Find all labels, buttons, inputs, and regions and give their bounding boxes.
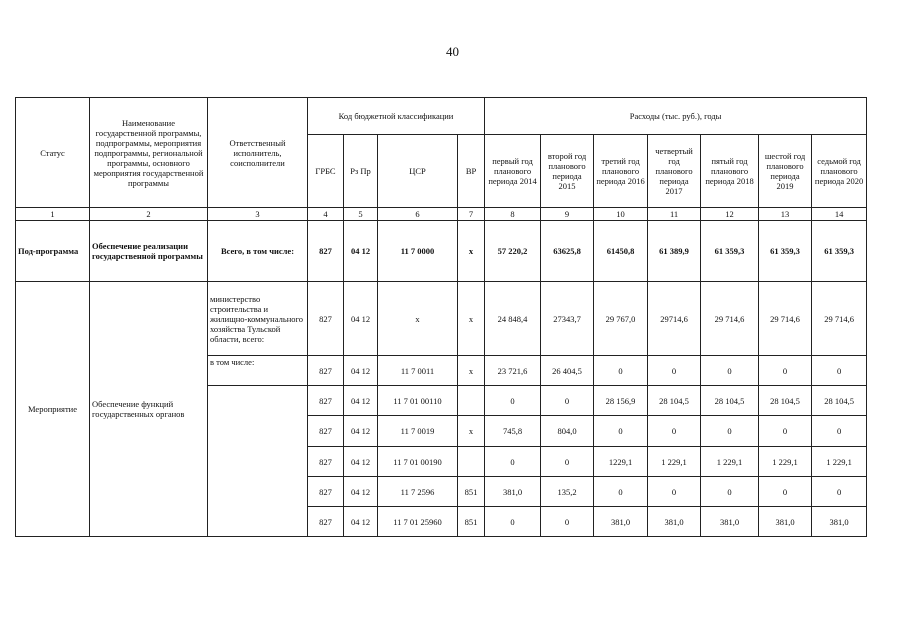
cell-2016: 29 767,0 — [594, 282, 648, 356]
cell-2018: 381,0 — [701, 507, 759, 537]
cell-2016: 381,0 — [594, 507, 648, 537]
cell-csr: 11 7 0011 — [378, 356, 458, 386]
col-number: 4 — [308, 208, 344, 221]
col-number: 1 — [16, 208, 90, 221]
col-number: 11 — [648, 208, 701, 221]
subprogram-responsible: Всего, в том числе: — [208, 221, 308, 282]
cell-csr: 11 7 01 00190 — [378, 447, 458, 477]
cell-vr: 851 — [458, 507, 485, 537]
cell-grbs: 827 — [308, 221, 344, 282]
cell-csr: 11 7 2596 — [378, 477, 458, 507]
cell-2018: 28 104,5 — [701, 386, 759, 416]
measure-status: Мероприятие — [16, 282, 90, 537]
cell-vr: 851 — [458, 477, 485, 507]
cell-rzpr: 04 12 — [344, 447, 378, 477]
header-year-2020: седьмой год планового периода 2020 — [812, 135, 867, 208]
cell-2014: 0 — [485, 507, 541, 537]
cell-2014: 23 721,6 — [485, 356, 541, 386]
cell-vr: х — [458, 356, 485, 386]
cell-2014: 381,0 — [485, 477, 541, 507]
header-expenses-group: Расходы (тыс. руб.), годы — [485, 98, 867, 135]
cell-csr: 11 7 0000 — [378, 221, 458, 282]
cell-2014: 24 848,4 — [485, 282, 541, 356]
cell-2019: 28 104,5 — [759, 386, 812, 416]
header-csr: ЦСР — [378, 135, 458, 208]
page-number: 40 — [446, 44, 459, 59]
cell-rzpr: 04 12 — [344, 282, 378, 356]
cell-2020: 0 — [812, 477, 867, 507]
cell-rzpr: 04 12 — [344, 386, 378, 416]
cell-2020: 0 — [812, 416, 867, 447]
cell-vr — [458, 386, 485, 416]
cell-2015: 804,0 — [541, 416, 594, 447]
col-number: 2 — [90, 208, 208, 221]
cell-2017: 381,0 — [648, 507, 701, 537]
col-number: 10 — [594, 208, 648, 221]
cell-vr: х — [458, 221, 485, 282]
cell-vr: х — [458, 416, 485, 447]
subprogram-row — [16, 221, 867, 282]
cell-2017: 28 104,5 — [648, 386, 701, 416]
subprogram-status: Под-программа — [16, 221, 90, 282]
cell-2018: 29 714,6 — [701, 282, 759, 356]
cell-grbs: 827 — [308, 282, 344, 356]
cell-2016: 61450,8 — [594, 221, 648, 282]
header-year-2014: первый год планового периода 2014 — [485, 135, 541, 208]
cell-2016: 0 — [594, 416, 648, 447]
cell-csr: 11 7 01 00110 — [378, 386, 458, 416]
cell-csr: 11 7 01 25960 — [378, 507, 458, 537]
col-number: 9 — [541, 208, 594, 221]
cell-2018: 0 — [701, 416, 759, 447]
cell-2015: 63625,8 — [541, 221, 594, 282]
cell-2019: 0 — [759, 416, 812, 447]
cell-rzpr: 04 12 — [344, 477, 378, 507]
cell-vr — [458, 447, 485, 477]
cell-2015: 0 — [541, 447, 594, 477]
measure-name: Обеспечение функций государственных органов — [90, 282, 208, 537]
cell-2020: 28 104,5 — [812, 386, 867, 416]
cell-2014: 0 — [485, 386, 541, 416]
cell-2017: 0 — [648, 356, 701, 386]
header-year-2016: третий год планового периода 2016 — [594, 135, 648, 208]
cell-2014: 745,8 — [485, 416, 541, 447]
column-number-row — [16, 208, 867, 221]
cell-grbs: 827 — [308, 447, 344, 477]
cell-grbs: 827 — [308, 386, 344, 416]
header-vr: ВР — [458, 135, 485, 208]
header-name: Наименование государственной программы, подпрограммы, мероприятия подпрограммы, региональной программы, основного мероприятия государственной программы — [90, 98, 208, 208]
cell-2014: 57 220,2 — [485, 221, 541, 282]
cell-2017: 1 229,1 — [648, 447, 701, 477]
cell-csr: х — [378, 282, 458, 356]
header-row-1 — [16, 98, 867, 135]
col-number: 6 — [378, 208, 458, 221]
header-responsible: Ответственный исполнитель, соисполнители — [208, 98, 308, 208]
cell-2018: 0 — [701, 477, 759, 507]
responsible-cell-empty — [208, 386, 308, 537]
cell-2019: 1 229,1 — [759, 447, 812, 477]
header-year-2019: шестой год планового периода 2019 — [759, 135, 812, 208]
header-year-2017: четвертый год планового периода 2017 — [648, 135, 701, 208]
cell-grbs: 827 — [308, 477, 344, 507]
header-year-2018: пятый год планового периода 2018 — [701, 135, 759, 208]
cell-2015: 135,2 — [541, 477, 594, 507]
cell-grbs: 827 — [308, 507, 344, 537]
cell-2020: 1 229,1 — [812, 447, 867, 477]
cell-2017: 61 389,9 — [648, 221, 701, 282]
cell-csr: 11 7 0019 — [378, 416, 458, 447]
cell-rzpr: 04 12 — [344, 221, 378, 282]
cell-2016: 28 156,9 — [594, 386, 648, 416]
cell-2018: 61 359,3 — [701, 221, 759, 282]
cell-2018: 0 — [701, 356, 759, 386]
cell-rzpr: 04 12 — [344, 356, 378, 386]
cell-2017: 0 — [648, 477, 701, 507]
header-status: Статус — [16, 98, 90, 208]
cell-2016: 1229,1 — [594, 447, 648, 477]
col-number: 12 — [701, 208, 759, 221]
header-year-2015: второй год планового периода 2015 — [541, 135, 594, 208]
measure-ministry: министерство строительства и жилищно-коммунального хозяйства Тульской области, всего: — [208, 282, 308, 356]
cell-2015: 0 — [541, 507, 594, 537]
cell-2020: 29 714,6 — [812, 282, 867, 356]
cell-2014: 0 — [485, 447, 541, 477]
budget-table — [15, 97, 867, 537]
measure-including: в том числе: — [208, 356, 308, 386]
col-number: 3 — [208, 208, 308, 221]
cell-2017: 0 — [648, 416, 701, 447]
cell-2019: 29 714,6 — [759, 282, 812, 356]
cell-2019: 0 — [759, 356, 812, 386]
cell-2019: 61 359,3 — [759, 221, 812, 282]
cell-rzpr: 04 12 — [344, 416, 378, 447]
cell-2015: 27343,7 — [541, 282, 594, 356]
cell-2019: 0 — [759, 477, 812, 507]
cell-2019: 381,0 — [759, 507, 812, 537]
cell-rzpr: 04 12 — [344, 507, 378, 537]
cell-grbs: 827 — [308, 416, 344, 447]
header-code-group: Код бюджетной классификации — [308, 98, 485, 135]
cell-2020: 61 359,3 — [812, 221, 867, 282]
cell-2015: 0 — [541, 386, 594, 416]
cell-2018: 1 229,1 — [701, 447, 759, 477]
col-number: 5 — [344, 208, 378, 221]
col-number: 14 — [812, 208, 867, 221]
cell-vr: х — [458, 282, 485, 356]
header-grbs: ГРБС — [308, 135, 344, 208]
cell-2020: 0 — [812, 356, 867, 386]
col-number: 7 — [458, 208, 485, 221]
subprogram-name: Обеспечение реализации государственной программы — [90, 221, 208, 282]
col-number: 8 — [485, 208, 541, 221]
cell-2017: 29714,6 — [648, 282, 701, 356]
cell-2015: 26 404,5 — [541, 356, 594, 386]
col-number: 13 — [759, 208, 812, 221]
cell-2016: 0 — [594, 477, 648, 507]
cell-2020: 381,0 — [812, 507, 867, 537]
cell-grbs: 827 — [308, 356, 344, 386]
table-row — [16, 282, 867, 356]
cell-2016: 0 — [594, 356, 648, 386]
header-rzpr: Рз Пр — [344, 135, 378, 208]
